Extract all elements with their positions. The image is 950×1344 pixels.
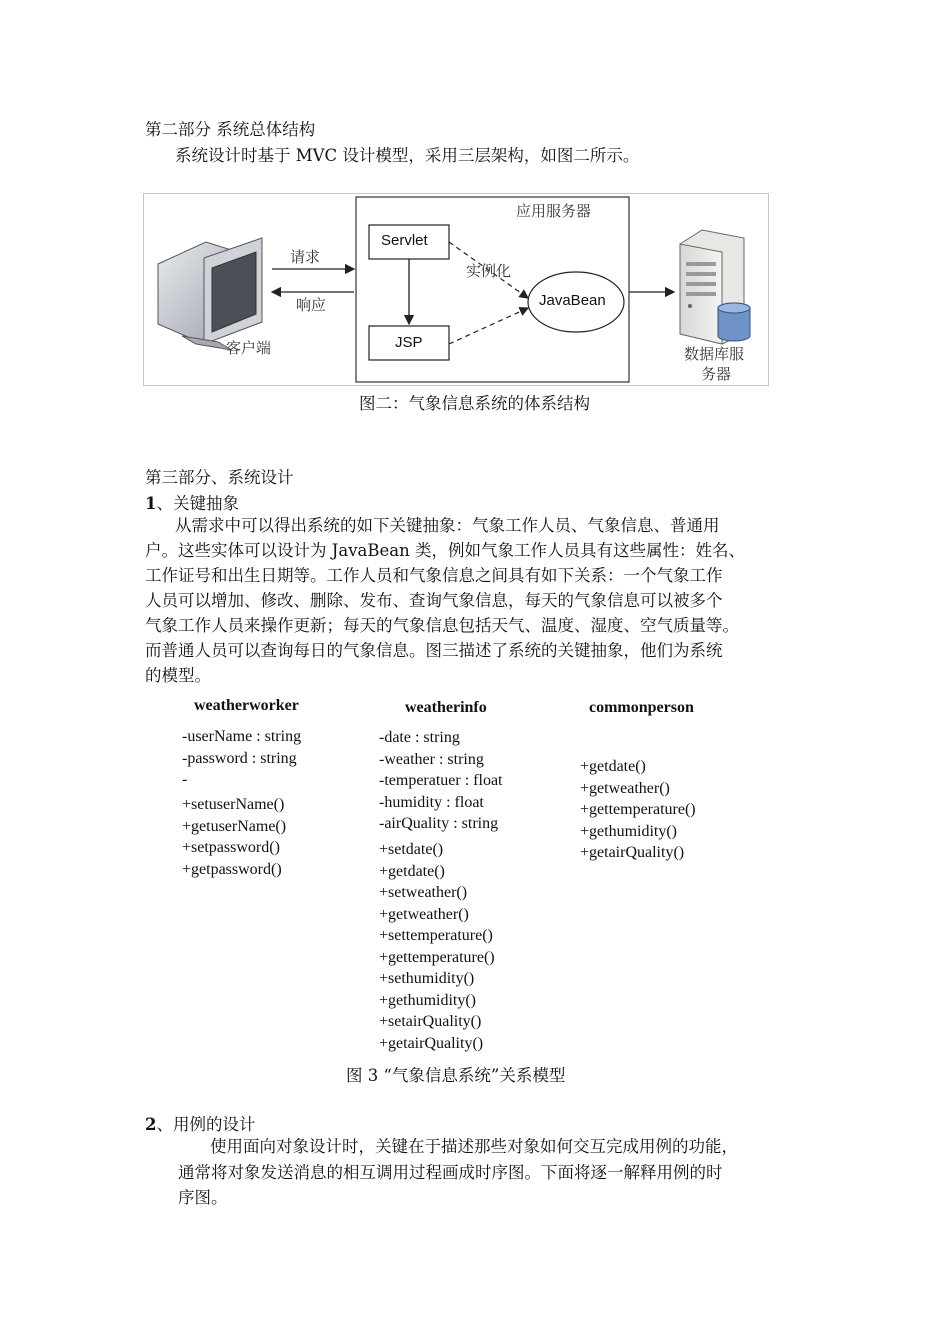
paragraph-line: 序图。 — [178, 1188, 228, 1207]
class-methods — [379, 839, 495, 1054]
method: +gethumidity() — [580, 822, 678, 840]
method: +getweather() — [379, 905, 469, 923]
client-label: 客户端 — [226, 339, 272, 357]
section-intro: 系统设计时基于 MVC 设计模型，采用三层架构，如图二所示。 — [175, 146, 640, 165]
paragraph-line: 而普通人员可以查询每日的气象信息。图三描述了系统的关键抽象，他们为系统 — [145, 641, 723, 660]
attribute: -date : string — [379, 729, 460, 746]
attribute: -weather : string — [379, 750, 484, 768]
paragraph-line: 气象工作人员来操作更新；每天的气象信息包括天气、温度、湿度、空气质量等。 — [145, 616, 739, 635]
class-attributes — [379, 727, 503, 835]
database-server-icon — [680, 230, 750, 344]
class-attributes — [182, 726, 301, 791]
subsection1-number: 1 — [145, 494, 157, 513]
method: +getairQuality() — [379, 1034, 484, 1052]
instantiate-label: 实例化 — [466, 262, 512, 280]
method: +getuserName() — [182, 817, 287, 835]
javabean-label: JavaBean — [539, 292, 606, 309]
attribute: - — [182, 771, 188, 788]
method: +settemperature() — [379, 927, 493, 944]
subsection1-title: 、关键抽象 — [156, 494, 239, 513]
subsection1-heading — [145, 490, 239, 514]
jsp-label: JSP — [395, 334, 423, 351]
method: +getairQuality() — [580, 844, 685, 861]
db-server-label-line1: 数据库服 — [684, 345, 745, 363]
db-server-label-line2: 务器 — [701, 365, 732, 383]
class-name: weatherinfo — [405, 699, 487, 716]
attribute: -humidity : float — [379, 793, 484, 811]
method: +setpassword() — [182, 839, 280, 856]
method: +getdate() — [580, 758, 646, 775]
figure2-caption: 图二：气象信息系统的体系结构 — [359, 394, 590, 413]
method: +gettemperature() — [379, 948, 495, 966]
section3-heading: 第三部分、系统设计 — [145, 468, 294, 487]
subsection2-title: 、用例的设计 — [156, 1115, 256, 1134]
servlet-label: Servlet — [381, 232, 428, 249]
method: +getdate() — [379, 862, 445, 880]
paragraph-line: 通常将对象发送消息的相互调用过程画成时序图。下面将逐一解释用例的时 — [178, 1163, 723, 1182]
class-methods — [182, 794, 286, 880]
method: +sethumidity() — [379, 970, 475, 987]
class-methods — [580, 756, 696, 864]
method: +getweather() — [580, 779, 670, 797]
method: +setairQuality() — [379, 1013, 482, 1030]
computer-icon — [158, 238, 262, 350]
method: +getpassword() — [182, 860, 282, 878]
architecture-diagram — [143, 193, 769, 386]
subsection2-number: 2 — [145, 1115, 157, 1134]
method: +gethumidity() — [379, 991, 477, 1009]
paragraph-line: 从需求中可以得出系统的如下关键抽象：气象工作人员、气象信息、普通用 — [175, 516, 720, 535]
method: +setuserName() — [182, 796, 285, 813]
response-label: 响应 — [296, 296, 327, 314]
app-server-label: 应用服务器 — [516, 202, 592, 220]
request-label: 请求 — [290, 248, 321, 266]
attribute: -password : string — [182, 749, 297, 767]
paragraph-line: 户。这些实体可以设计为 JavaBean 类，例如气象工作人员具有这些属性：姓名、 — [145, 541, 745, 560]
method: +setweather() — [379, 884, 468, 901]
class-name: weatherworker — [194, 697, 299, 714]
paragraph-line: 的模型。 — [145, 666, 211, 685]
subsection2-heading — [145, 1111, 255, 1135]
figure3-caption: 图 3 “气象信息系统”关系模型 — [346, 1066, 566, 1085]
method: +gettemperature() — [580, 801, 696, 818]
section-heading: 第二部分 系统总体结构 — [145, 120, 316, 139]
method: +setdate() — [379, 841, 444, 858]
class-name: commonperson — [589, 699, 694, 716]
paragraph-line: 工作证号和出生日期等。工作人员和气象信息之间具有如下关系：一个气象工作 — [145, 566, 723, 585]
attribute: -temperatuer : float — [379, 772, 503, 789]
paragraph-line: 人员可以增加、修改、删除、发布、查询气象信息，每天的气象信息可以被多个 — [145, 591, 723, 610]
attribute: -airQuality : string — [379, 815, 499, 832]
attribute: -userName : string — [182, 728, 302, 745]
paragraph-line: 使用面向对象设计时，关键在于描述那些对象如何交互完成用例的功能， — [210, 1137, 738, 1156]
